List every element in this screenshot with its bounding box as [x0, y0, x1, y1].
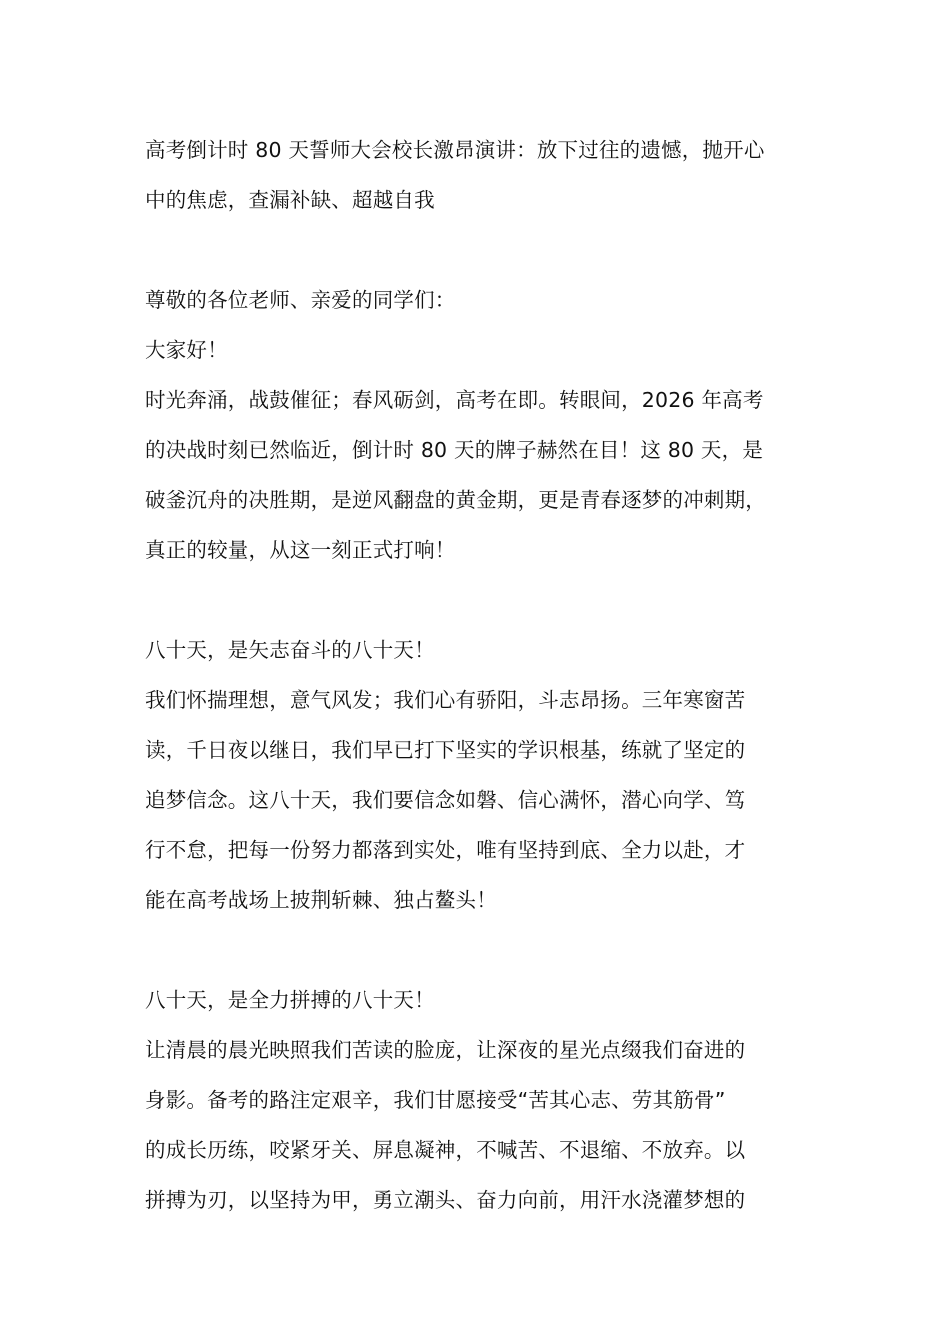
salutation: 尊敬的各位老师、亲爱的同学们：: [145, 288, 456, 312]
section1-line-5: 能在高考战场上披荆斩棘、独占鳌头！: [145, 888, 497, 912]
section2-line-3: 的成长历练，咬紧牙关、屏息凝神，不喊苦、不退缩、不放弃。以: [145, 1138, 746, 1162]
title-line-2: 中的焦虑，查漏补缺、超越自我: [145, 188, 435, 212]
title-line-1: 高考倒计时 80 天誓师大会校长激昂演讲：放下过往的遗憾，抛开心: [145, 138, 765, 162]
section2-line-1: 让清晨的晨光映照我们苦读的脸庞，让深夜的星光点缀我们奋进的: [145, 1038, 746, 1062]
section2-line-2: 身影。备考的路注定艰辛，我们甘愿接受“苦其心志、劳其筋骨”: [145, 1088, 726, 1112]
intro-line-4: 真正的较量，从这一刻正式打响！: [145, 538, 456, 562]
section2-heading: 八十天，是全力拼搏的八十天！: [145, 988, 435, 1012]
section1-line-3: 追梦信念。这八十天，我们要信念如磐、信心满怀，潜心向学、笃: [145, 788, 746, 812]
greeting: 大家好！: [145, 338, 228, 362]
section1-line-2: 读，千日夜以继日，我们早已打下坚实的学识根基，练就了坚定的: [145, 738, 746, 762]
intro-line-2: 的决战时刻已然临近，倒计时 80 天的牌子赫然在目！这 80 天，是: [145, 438, 764, 462]
section1-heading: 八十天，是矢志奋斗的八十天！: [145, 638, 435, 662]
intro-line-1: 时光奔涌，战鼓催征；春风砺剑，高考在即。转眼间，2026 年高考: [145, 388, 764, 412]
intro-line-3: 破釜沉舟的决胜期，是逆风翻盘的黄金期，更是青春逐梦的冲刺期，: [145, 488, 766, 512]
section1-line-4: 行不怠，把每一份努力都落到实处，唯有坚持到底、全力以赴，才: [145, 838, 746, 862]
section2-line-4: 拼搏为刃，以坚持为甲，勇立潮头、奋力向前，用汗水浇灌梦想的: [145, 1188, 746, 1212]
section1-line-1: 我们怀揣理想，意气风发；我们心有骄阳，斗志昂扬。三年寒窗苦: [145, 688, 746, 712]
